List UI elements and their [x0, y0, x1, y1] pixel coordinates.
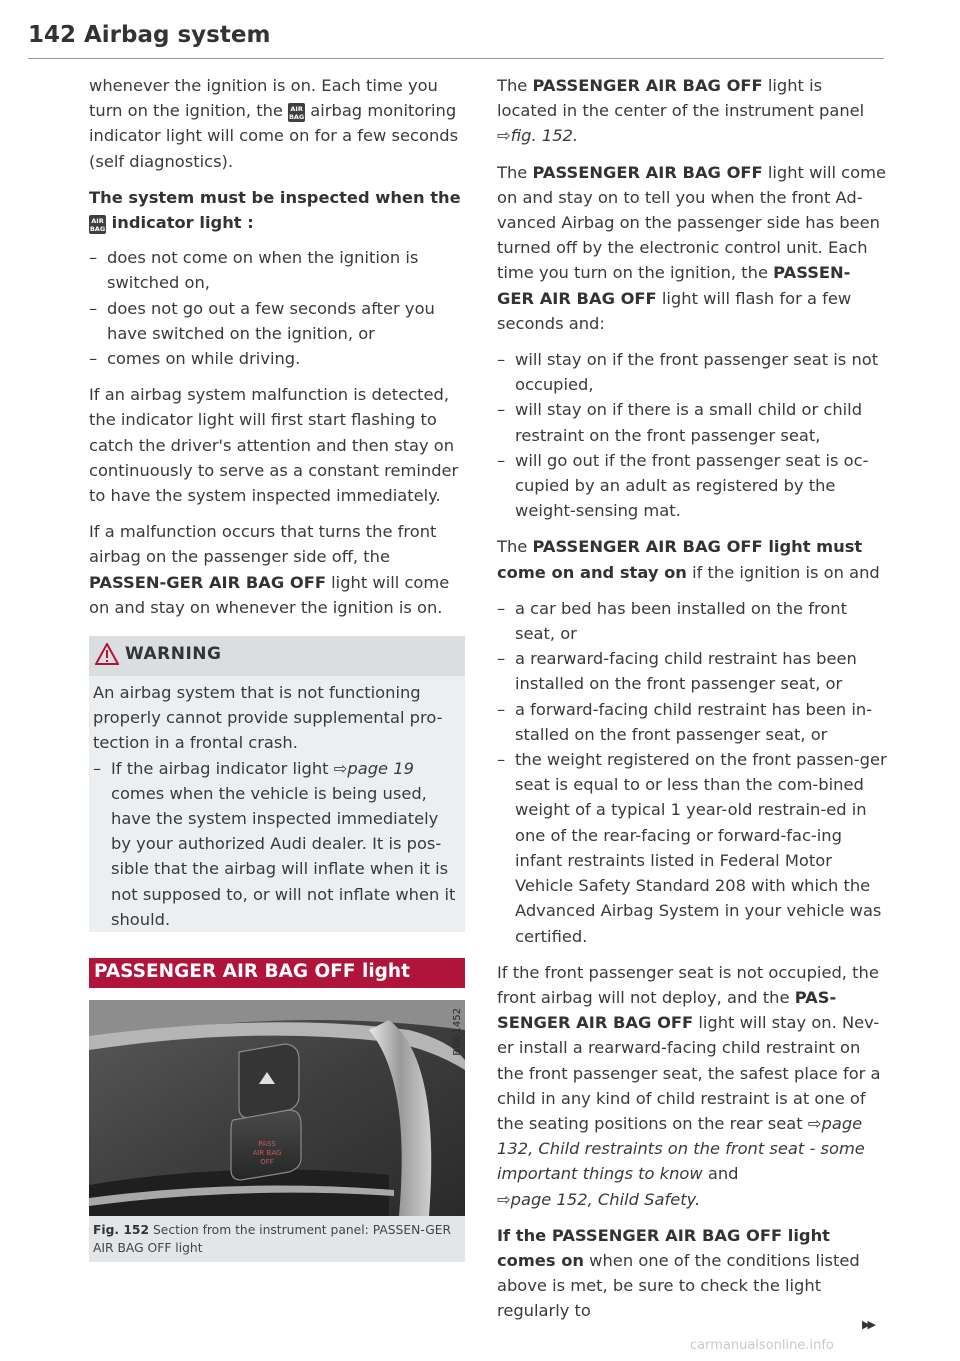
airbag-warning-icon: AIR BAG: [89, 217, 106, 234]
list-item: – comes on while driving.: [89, 346, 469, 371]
warning-box: [89, 636, 465, 932]
page-reference-link[interactable]: ⇨page 132, Child restraints on the front seat - some important things to know: [497, 1113, 865, 1184]
warning-triangle-icon: [95, 643, 119, 665]
footer-watermark: carmanualsonline.info: [690, 1338, 834, 1353]
page-reference-link[interactable]: ⇨page 19: [333, 758, 414, 778]
off-text: OFF: [260, 1158, 274, 1166]
warning-header: [89, 636, 465, 676]
figure-caption: [89, 1216, 465, 1262]
not-occupied-paragraph: If the front passenger seat is not occupied, the front airbag will not deploy, and the PAS-SENGER AIR BAG OFF light will stay on. Nev-er install a rearward-facing child restraint on the front passenger seat, the safest place for a child in any kind of child restraint is at one of the seating positions on the rear seat ⇨page 132, Child restraints on the front seat - some important things to know and ⇨page 152, Child Safety.: [497, 962, 881, 1209]
passenger-off-paragraph: If a malfunction occurs that turns the front airbag on the passenger side off, the PASSEN-GER AIR BAG OFF light will come on and stay on whenever the ignition is on.: [89, 522, 450, 617]
pass-text: PASS: [258, 1140, 276, 1148]
location-paragraph: The PASSENGER AIR BAG OFF light is located in the center of the instrument panel ⇨fig. 152.: [497, 76, 865, 146]
warning-body: [93, 680, 461, 943]
instrument-panel-illustration: [89, 1000, 465, 1216]
list-item: – a rearward-facing child restraint has been installed on the front passenger seat, or: [497, 646, 887, 696]
list-item: – will stay on if the front passenger seat is not occupied,: [497, 347, 887, 397]
must-come-on-paragraph: The PASSENGER AIR BAG OFF light must come on and stay on if the ignition is on and: [497, 537, 880, 582]
must-come-on-list: [497, 596, 887, 949]
list-item: – will stay on if there is a small child or child restraint on the front passenger seat,: [497, 397, 887, 447]
airbag-warning-icon: AIR BAG: [288, 105, 305, 122]
list-item: – a car bed has been installed on the front seat, or: [497, 596, 887, 646]
inspection-conditions-list: [89, 245, 469, 371]
page-header: [28, 22, 884, 59]
warning-label: WARNING: [125, 644, 222, 664]
right-column: [497, 73, 887, 1335]
banner-title: PASSENGER AIR BAG OFF light: [94, 961, 410, 982]
intro-paragraph: whenever the ignition is on. Each time you turn on the ignition, the AIR BAG airbag monitoring indicator light will come on for a few seconds (self diagnostics).: [89, 76, 459, 171]
section-title: Airbag system: [84, 22, 271, 48]
list-item: – If the airbag indicator light ⇨page 19 comes when the vehicle is being used, have the system inspected immediately by your authorized Audi dealer. It is pos-sible that the airbag will inflate when it is not supposed to, or will not inflate when it should.: [93, 756, 461, 932]
page-reference-link[interactable]: ⇨page 152, Child Safety.: [497, 1189, 701, 1209]
continue-arrow-icon: ▶▶: [862, 1318, 873, 1331]
warning-list: [93, 756, 461, 932]
section-banner: [89, 958, 465, 988]
inspection-heading: The system must be inspected when the AIR BAG indicator light :: [89, 187, 461, 234]
comes-on-paragraph: If the PASSENGER AIR BAG OFF light comes on when one of the conditions listed above is met, be sure to check the light regularly to: [497, 1225, 860, 1321]
malfunction-paragraph: If an airbag system malfunction is detected, the indicator light will first start flashing to catch the driver's attention and then stay on continuously to serve as a constant reminder to have the system inspected immediately.: [89, 385, 459, 506]
caption-label: Fig. 152: [93, 1223, 150, 1237]
figure-code: B8K-1452: [452, 1008, 463, 1056]
list-item: – the weight registered on the front passen-ger seat is equal to or less than the com-bined weight of a typical 1 year-old restrain-ed in one of the rear-facing or forward-fac-ing infant restraints listed in Federal Motor Vehicle Safety Standard 208 with which the Advanced Airbag System in your vehicle was certified.: [497, 747, 887, 949]
list-item: – does not go out a few seconds after you have switched on the ignition, or: [89, 296, 469, 346]
list-item: – will go out if the front passenger seat is oc-cupied by an adult as registered by the weight-sensing mat.: [497, 448, 887, 524]
page-number: 142: [28, 22, 77, 48]
light-behavior-list: [497, 347, 887, 523]
list-item: – does not come on when the ignition is switched on,: [89, 245, 469, 295]
left-column: [89, 73, 469, 631]
list-item: – a forward-facing child restraint has been in-stalled on the front passenger seat, or: [497, 697, 887, 747]
caption-text: Section from the instrument panel: PASSEN-GER AIR BAG OFF light: [93, 1223, 452, 1255]
instrument-panel-figure: [89, 1000, 465, 1216]
airbag-text: AIR BAG: [252, 1149, 282, 1157]
figure-reference-link[interactable]: ⇨fig. 152.: [497, 126, 579, 146]
warning-text: An airbag system that is not functioning properly cannot provide supplemental pro-tection in a frontal crash.: [93, 683, 443, 753]
function-paragraph: The PASSENGER AIR BAG OFF light will come on and stay on to tell you when the front Ad-vanced Airbag on the passenger side has been turned off by the electronic control unit. Each time you turn on the ignition, the PASSEN-GER AIR BAG OFF light will flash for a few seconds and:: [497, 162, 886, 333]
